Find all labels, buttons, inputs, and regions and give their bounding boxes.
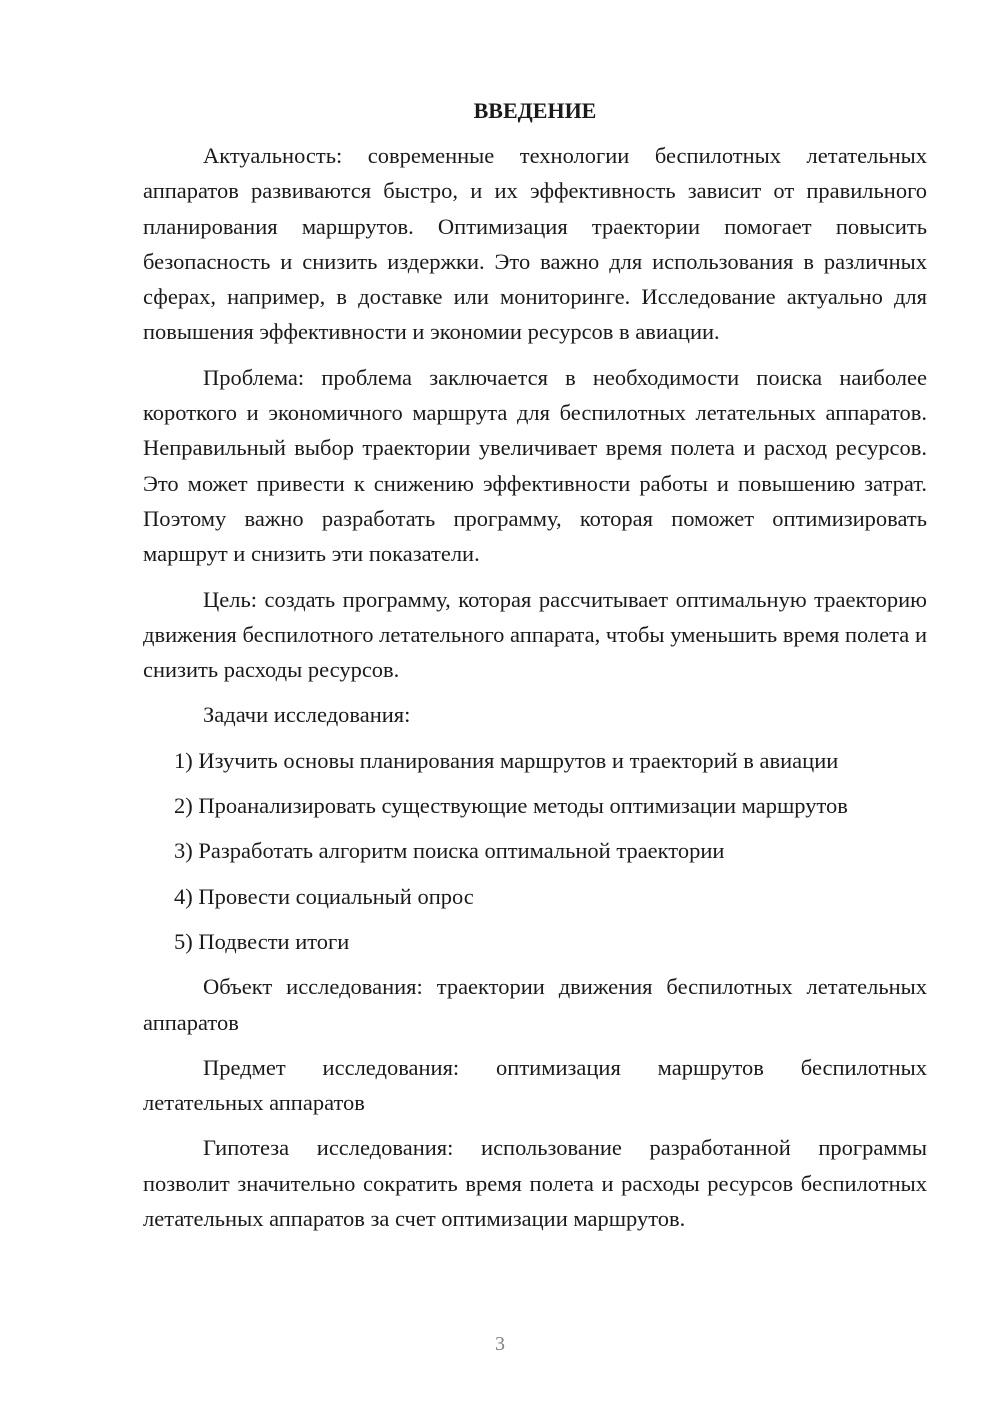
page-number: 3 xyxy=(495,1333,505,1355)
task-item-3: 3) Разработать алгоритм поиска оптимальной траектории xyxy=(174,838,725,864)
tasks-list xyxy=(143,743,927,959)
tasks-heading: Задачи исследования: xyxy=(203,702,411,728)
task-item-5: 5) Подвести итоги xyxy=(174,928,350,954)
paragraph-object: Объект исследования: траектории движения беспилотных летательных аппаратов xyxy=(143,974,927,1035)
paragraph-relevance: Актуальность: современные технологии беспилотных летательных аппаратов развиваются быстро, и их эффективность зависит от правильного планирования маршрутов. Оптимизация траектории помогает повысить безопасность и снизить издержки. Это важно для использования в различных сферах, например, в доставке или мониторинге. Исследование актуально для повышения эффективности и экономии ресурсов в авиации. xyxy=(143,143,927,345)
paragraph-problem: Проблема: проблема заключается в необходимости поиска наиболее короткого и экономичного маршрута для беспилотных летательных аппаратов. Неправильный выбор траектории увеличивает время полета и расход ресурсов. Это может привести к снижению эффективности работы и повышению затрат. Поэтому важно разработать программу, которая поможет оптимизировать маршрут и снизить эти показатели. xyxy=(143,364,927,567)
task-item-4: 4) Провести социальный опрос xyxy=(174,883,474,909)
task-item-1: 1) Изучить основы планирования маршрутов и траекторий в авиации xyxy=(174,747,839,773)
paragraph-goal: Цель: создать программу, которая рассчитывает оптимальную траекторию движения беспилотного летательного аппарата, чтобы уменьшить время полета и снизить расходы ресурсов. xyxy=(143,586,927,683)
page-title: ВВЕДЕНИЕ xyxy=(473,98,597,123)
page-content xyxy=(143,96,927,1246)
paragraph-subject: Предмет исследования: оптимизация маршрутов беспилотных летательных аппаратов xyxy=(143,1054,927,1116)
task-item-2: 2) Проанализировать существующие методы оптимизации маршрутов xyxy=(174,793,848,819)
paragraph-hypothesis: Гипотеза исследования: использование разработанной программы позволит значительно сократить время полета и расходы ресурсов беспилотных летательных аппаратов за счет оптимизации маршрутов. xyxy=(143,1135,927,1232)
